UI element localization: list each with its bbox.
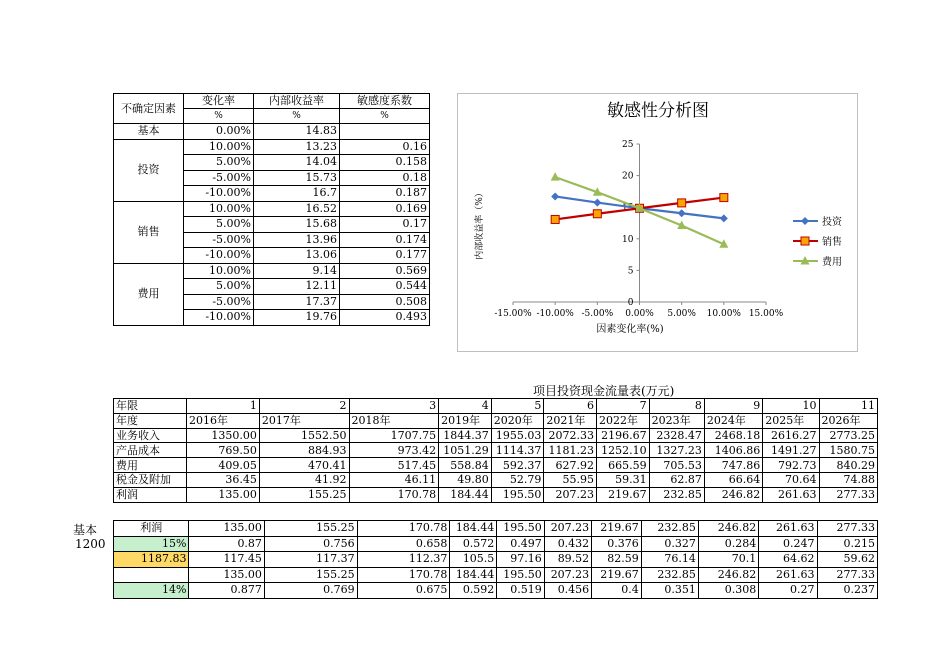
cashflow-cell[interactable]: 1552.50 [259,428,349,443]
result-cell[interactable]: 0.327 [641,536,698,552]
cashflow-row-label[interactable]: 费用 [114,458,187,473]
cashflow-cell[interactable]: 66.64 [704,472,762,487]
factor-label[interactable]: 销售 [114,201,184,263]
y-tick-label: 0 [627,298,634,308]
result-cell[interactable]: 277.33 [817,567,877,583]
result-cell[interactable]: 0.497 [497,536,544,552]
sensitivity-change-cell[interactable]: 10.00% [184,139,254,155]
result-cell[interactable]: 117.37 [264,552,357,568]
period-label[interactable]: 年限 [114,399,187,414]
y-tick-label: 25 [622,140,634,150]
cashflow-cell[interactable]: 792.73 [763,458,819,473]
cashflow-cell[interactable]: 195.50 [491,487,544,502]
cashflow-cell[interactable]: 627.92 [544,458,597,473]
sensitivity-irr-cell[interactable]: 13.96 [254,232,340,248]
legend-label: 投资 [822,217,842,228]
result-cell[interactable]: 261.63 [759,567,817,583]
result-cell[interactable]: 89.52 [544,552,591,568]
result-cell[interactable]: 0.284 [698,536,758,552]
unit-change[interactable]: % [184,109,254,124]
data-point [593,199,601,207]
header-irr[interactable]: 内部收益率 [254,94,340,109]
sensitivity-irr-cell[interactable]: 16.52 [254,201,340,217]
result-cell[interactable]: 0.769 [264,583,357,599]
cashflow-cell[interactable]: 184.44 [439,487,492,502]
sensitivity-change-cell[interactable]: -10.00% [184,310,254,326]
sensitivity-coef-cell[interactable]: 0.174 [340,232,430,248]
cashflow-cell[interactable]: 246.82 [704,487,762,502]
sensitivity-coef-cell[interactable]: 0.493 [340,310,430,326]
cashflow-cell[interactable]: 59.31 [597,472,650,487]
result-row [114,536,878,552]
result-cell[interactable]: 277.33 [817,521,877,537]
sensitivity-coef-cell[interactable]: 0.18 [340,170,430,186]
result-cell[interactable]: 117.45 [189,552,264,568]
chart-svg [458,94,859,353]
sensitivity-coef-cell[interactable]: 0.17 [340,217,430,233]
result-cell[interactable]: 0.237 [817,583,877,599]
result-cell[interactable]: 170.78 [357,521,450,537]
year-cell[interactable]: 2026年 [819,413,877,428]
result-cell[interactable]: 0.4 [592,583,642,599]
result-cell[interactable]: 0.87 [189,536,264,552]
cashflow-cell[interactable]: 261.63 [763,487,819,502]
result-cell[interactable]: 246.82 [698,567,758,583]
base-irr[interactable]: 14.83 [254,124,340,140]
sensitivity-coef-cell[interactable]: 0.544 [340,279,430,295]
x-tick-label: 15.00% [748,309,784,319]
year-cell[interactable]: 2024年 [704,413,762,428]
cashflow-cell[interactable]: 517.45 [349,458,439,473]
header-factor[interactable]: 不确定因素 [114,94,184,124]
result-cell[interactable]: 0.247 [759,536,817,552]
cashflow-cell[interactable]: 2072.33 [544,428,597,443]
sensitivity-coef-cell[interactable]: 0.187 [340,186,430,202]
y-tick-label: 5 [627,266,634,277]
cashflow-title: 项目投资现金流量表(万元) [533,384,675,398]
sensitivity-irr-cell[interactable]: 17.37 [254,294,340,310]
cashflow-cell[interactable]: 55.95 [544,472,597,487]
result-cell[interactable]: 0.519 [497,583,544,599]
cashflow-cell[interactable]: 409.05 [186,458,259,473]
cashflow-cell[interactable]: 884.93 [259,443,349,458]
sensitivity-row [114,139,430,155]
result-row-label[interactable]: 14% [114,583,189,599]
x-tick-label: -10.00% [536,309,574,319]
period-cell[interactable]: 11 [819,399,877,414]
cashflow-cell[interactable]: 705.53 [649,458,704,473]
cashflow-row [114,443,878,458]
cashflow-row [114,428,878,443]
sensitivity-coef-cell[interactable]: 0.169 [340,201,430,217]
year-cell[interactable]: 2023年 [649,413,704,428]
sensitivity-irr-cell[interactable]: 15.73 [254,170,340,186]
year-cell[interactable]: 2020年 [491,413,544,428]
result-row [114,521,878,537]
y-tick-label: 10 [622,234,634,245]
cashflow-row [114,472,878,487]
cashflow-cell[interactable]: 155.25 [259,487,349,502]
cashflow-cell[interactable]: 2196.67 [597,428,650,443]
sensitivity-irr-cell[interactable]: 9.14 [254,263,340,279]
y-tick-label: 15 [622,203,634,214]
data-point [678,199,686,207]
year-row [114,413,878,428]
cashflow-cell[interactable]: 207.23 [544,487,597,502]
cashflow-cell[interactable]: 470.41 [259,458,349,473]
sensitivity-irr-cell[interactable]: 16.7 [254,186,340,202]
result-cell[interactable]: 232.85 [641,521,698,537]
result-cell[interactable]: 195.50 [497,567,544,583]
sensitivity-coef-cell[interactable]: 0.508 [340,294,430,310]
side-label-amount: 1200 [75,537,106,551]
sensitivity-change-cell[interactable]: 10.00% [184,263,254,279]
result-cell[interactable]: 64.62 [759,552,817,568]
cashflow-table [113,398,878,503]
cashflow-cell[interactable]: 747.86 [704,458,762,473]
period-cell[interactable]: 10 [763,399,819,414]
cashflow-cell[interactable]: 2328.47 [649,428,704,443]
result-cell[interactable]: 0.432 [544,536,591,552]
result-cell[interactable]: 0.308 [698,583,758,599]
cashflow-cell[interactable]: 62.87 [649,472,704,487]
sensitivity-coef-cell[interactable]: 0.158 [340,155,430,171]
y-tick-label: 20 [622,171,634,182]
chart-title: 敏感性分析图 [607,101,709,121]
cashflow-cell[interactable]: 1406.86 [704,443,762,458]
cashflow-cell[interactable]: 1252.10 [597,443,650,458]
cashflow-row-label[interactable]: 税金及附加 [114,472,187,487]
sensitivity-row [114,263,430,279]
result-cell[interactable]: 0.376 [592,536,642,552]
cashflow-cell[interactable]: 1181.23 [544,443,597,458]
result-cell[interactable]: 0.675 [357,583,450,599]
x-tick-label: 5.00% [667,309,696,319]
result-cell[interactable]: 261.63 [759,521,817,537]
result-cell[interactable]: 76.14 [641,552,698,568]
cashflow-cell[interactable]: 1844.37 [439,428,492,443]
result-table-body [114,521,878,599]
period-cell[interactable]: 2 [259,399,349,414]
cashflow-cell[interactable]: 1350.00 [186,428,259,443]
period-cell[interactable]: 7 [597,399,650,414]
cashflow-cell[interactable]: 41.92 [259,472,349,487]
sensitivity-coef-cell[interactable]: 0.16 [340,139,430,155]
cashflow-cell[interactable]: 277.33 [819,487,877,502]
data-point [720,214,728,222]
cashflow-cell[interactable]: 46.11 [349,472,439,487]
result-cell[interactable]: 135.00 [189,567,264,583]
sensitivity-change-cell[interactable]: -10.00% [184,186,254,202]
sensitivity-irr-cell[interactable]: 19.76 [254,310,340,326]
result-cell[interactable]: 70.1 [698,552,758,568]
data-point [551,192,559,200]
cashflow-cell[interactable]: 592.37 [491,458,544,473]
header-change[interactable]: 变化率 [184,94,254,109]
legend-marker [801,217,809,225]
period-cell[interactable]: 4 [439,399,492,414]
cashflow-cell[interactable]: 74.88 [819,472,877,487]
cashflow-cell[interactable]: 2468.18 [704,428,762,443]
result-row [114,583,878,599]
sensitivity-change-cell[interactable]: -10.00% [184,248,254,264]
result-cell[interactable]: 219.67 [592,521,642,537]
year-cell[interactable]: 2017年 [259,413,349,428]
sensitivity-change-cell[interactable]: 10.00% [184,201,254,217]
result-cell[interactable]: 195.50 [497,521,544,537]
result-cell[interactable]: 170.78 [357,567,450,583]
cashflow-table-body [114,399,878,503]
x-tick-label: 10.00% [706,309,741,319]
cashflow-cell[interactable]: 170.78 [349,487,439,502]
cashflow-cell[interactable]: 840.29 [819,458,877,473]
result-cell[interactable]: 155.25 [264,521,357,537]
sensitivity-table-body [114,94,430,326]
factor-label[interactable]: 费用 [114,263,184,325]
legend-label: 销售 [822,237,842,248]
sensitivity-irr-cell[interactable]: 14.04 [254,155,340,171]
result-cell[interactable]: 219.67 [592,567,642,583]
year-cell[interactable]: 2025年 [763,413,819,428]
year-label[interactable]: 年度 [114,413,187,428]
year-cell[interactable]: 2018年 [349,413,439,428]
sensitivity-irr-cell[interactable]: 12.11 [254,279,340,295]
x-tick-label: 0.00% [625,309,654,319]
y-axis-label: 内部收益率（%） [475,188,485,260]
cashflow-cell[interactable]: 1114.37 [491,443,544,458]
year-cell[interactable]: 2022年 [597,413,650,428]
data-point [551,172,560,181]
result-cell[interactable]: 184.44 [450,567,497,583]
sensitivity-irr-cell[interactable]: 15.68 [254,217,340,233]
cashflow-cell[interactable]: 232.85 [649,487,704,502]
sensitivity-change-cell[interactable]: -5.00% [184,170,254,186]
base-change[interactable]: 0.00% [184,124,254,140]
result-cell[interactable]: 155.25 [264,567,357,583]
period-cell[interactable]: 8 [649,399,704,414]
sensitivity-chart [457,93,858,352]
result-cell[interactable]: 0.27 [759,583,817,599]
cashflow-cell[interactable]: 1327.23 [649,443,704,458]
result-cell[interactable]: 0.351 [641,583,698,599]
result-cell[interactable]: 0.592 [450,583,497,599]
x-axis-label: 因素变化率(%) [596,324,664,335]
cashflow-row-label[interactable]: 业务收入 [114,428,187,443]
sensitivity-change-cell[interactable]: 5.00% [184,155,254,171]
period-cell[interactable]: 5 [491,399,544,414]
sensitivity-irr-cell[interactable]: 13.23 [254,139,340,155]
sensitivity-change-cell[interactable]: -5.00% [184,232,254,248]
unit-irr[interactable]: % [254,109,340,124]
result-row-label[interactable] [114,567,189,583]
cashflow-cell[interactable]: 1707.75 [349,428,439,443]
cashflow-row-label[interactable]: 产品成本 [114,443,187,458]
result-row-label[interactable]: 15% [114,536,189,552]
cashflow-cell[interactable]: 49.80 [439,472,492,487]
data-point [678,209,686,217]
factor-label[interactable]: 投资 [114,139,184,201]
cashflow-cell[interactable]: 70.64 [763,472,819,487]
sensitivity-row [114,201,430,217]
result-cell[interactable]: 112.37 [357,552,450,568]
result-cell[interactable]: 232.85 [641,567,698,583]
result-cell[interactable]: 105.5 [450,552,497,568]
header-coef[interactable]: 敏感度系数 [340,94,430,109]
result-cell[interactable]: 135.00 [189,521,264,537]
sensitivity-irr-cell[interactable]: 13.06 [254,248,340,264]
cashflow-row-label[interactable]: 利润 [114,487,187,502]
side-label-base: 基本 [73,523,98,537]
result-cell[interactable]: 246.82 [698,521,758,537]
cashflow-cell[interactable]: 1955.03 [491,428,544,443]
cashflow-cell[interactable]: 1051.29 [439,443,492,458]
result-row [114,567,878,583]
result-cell[interactable]: 207.23 [544,521,591,537]
sensitivity-table [113,93,430,326]
period-cell[interactable]: 3 [349,399,439,414]
cashflow-cell[interactable]: 1491.27 [763,443,819,458]
year-cell[interactable]: 2019年 [439,413,492,428]
cashflow-cell[interactable]: 135.00 [186,487,259,502]
cashflow-cell[interactable]: 665.59 [597,458,650,473]
result-cell[interactable]: 97.16 [497,552,544,568]
period-cell[interactable]: 1 [186,399,259,414]
x-tick-label: -5.00% [581,309,614,319]
period-cell[interactable]: 6 [544,399,597,414]
sensitivity-change-cell[interactable]: 5.00% [184,217,254,233]
x-tick-label: -15.00% [494,309,532,319]
cashflow-cell[interactable]: 558.84 [439,458,492,473]
result-cell[interactable]: 207.23 [544,567,591,583]
cashflow-cell[interactable]: 769.50 [186,443,259,458]
legend-label: 费用 [822,257,842,268]
cashflow-cell[interactable]: 973.42 [349,443,439,458]
data-point [720,194,728,202]
cashflow-cell[interactable]: 52.79 [491,472,544,487]
data-point [593,210,601,218]
data-point [551,215,559,223]
result-cell[interactable]: 59.62 [817,552,877,568]
base-coef[interactable] [340,124,430,140]
year-cell[interactable]: 2021年 [544,413,597,428]
cashflow-cell[interactable]: 2773.25 [819,428,877,443]
year-cell[interactable]: 2016年 [186,413,259,428]
result-row-label[interactable]: 1187.83 [114,552,189,568]
cashflow-cell[interactable]: 219.67 [597,487,650,502]
result-cell[interactable]: 0.756 [264,536,357,552]
result-cell[interactable]: 184.44 [450,521,497,537]
result-cell[interactable]: 0.456 [544,583,591,599]
cashflow-cell[interactable]: 36.45 [186,472,259,487]
result-cell[interactable]: 0.658 [357,536,450,552]
cashflow-row [114,458,878,473]
result-cell[interactable]: 0.215 [817,536,877,552]
period-row [114,399,878,414]
sensitivity-coef-cell[interactable]: 0.569 [340,263,430,279]
unit-coef[interactable]: % [340,109,430,124]
result-cell[interactable]: 0.877 [189,583,264,599]
result-row [114,552,878,568]
sensitivity-change-cell[interactable]: -5.00% [184,294,254,310]
cashflow-cell[interactable]: 1580.75 [819,443,877,458]
period-cell[interactable]: 9 [704,399,762,414]
sensitivity-change-cell[interactable]: 5.00% [184,279,254,295]
result-cell[interactable]: 0.572 [450,536,497,552]
legend-marker [801,237,809,245]
result-row-label[interactable]: 利润 [114,521,189,537]
cashflow-cell[interactable]: 2616.27 [763,428,819,443]
cashflow-row [114,487,878,502]
result-table [113,520,878,599]
result-cell[interactable]: 82.59 [592,552,642,568]
base-label[interactable]: 基本 [114,124,184,140]
sensitivity-coef-cell[interactable]: 0.177 [340,248,430,264]
